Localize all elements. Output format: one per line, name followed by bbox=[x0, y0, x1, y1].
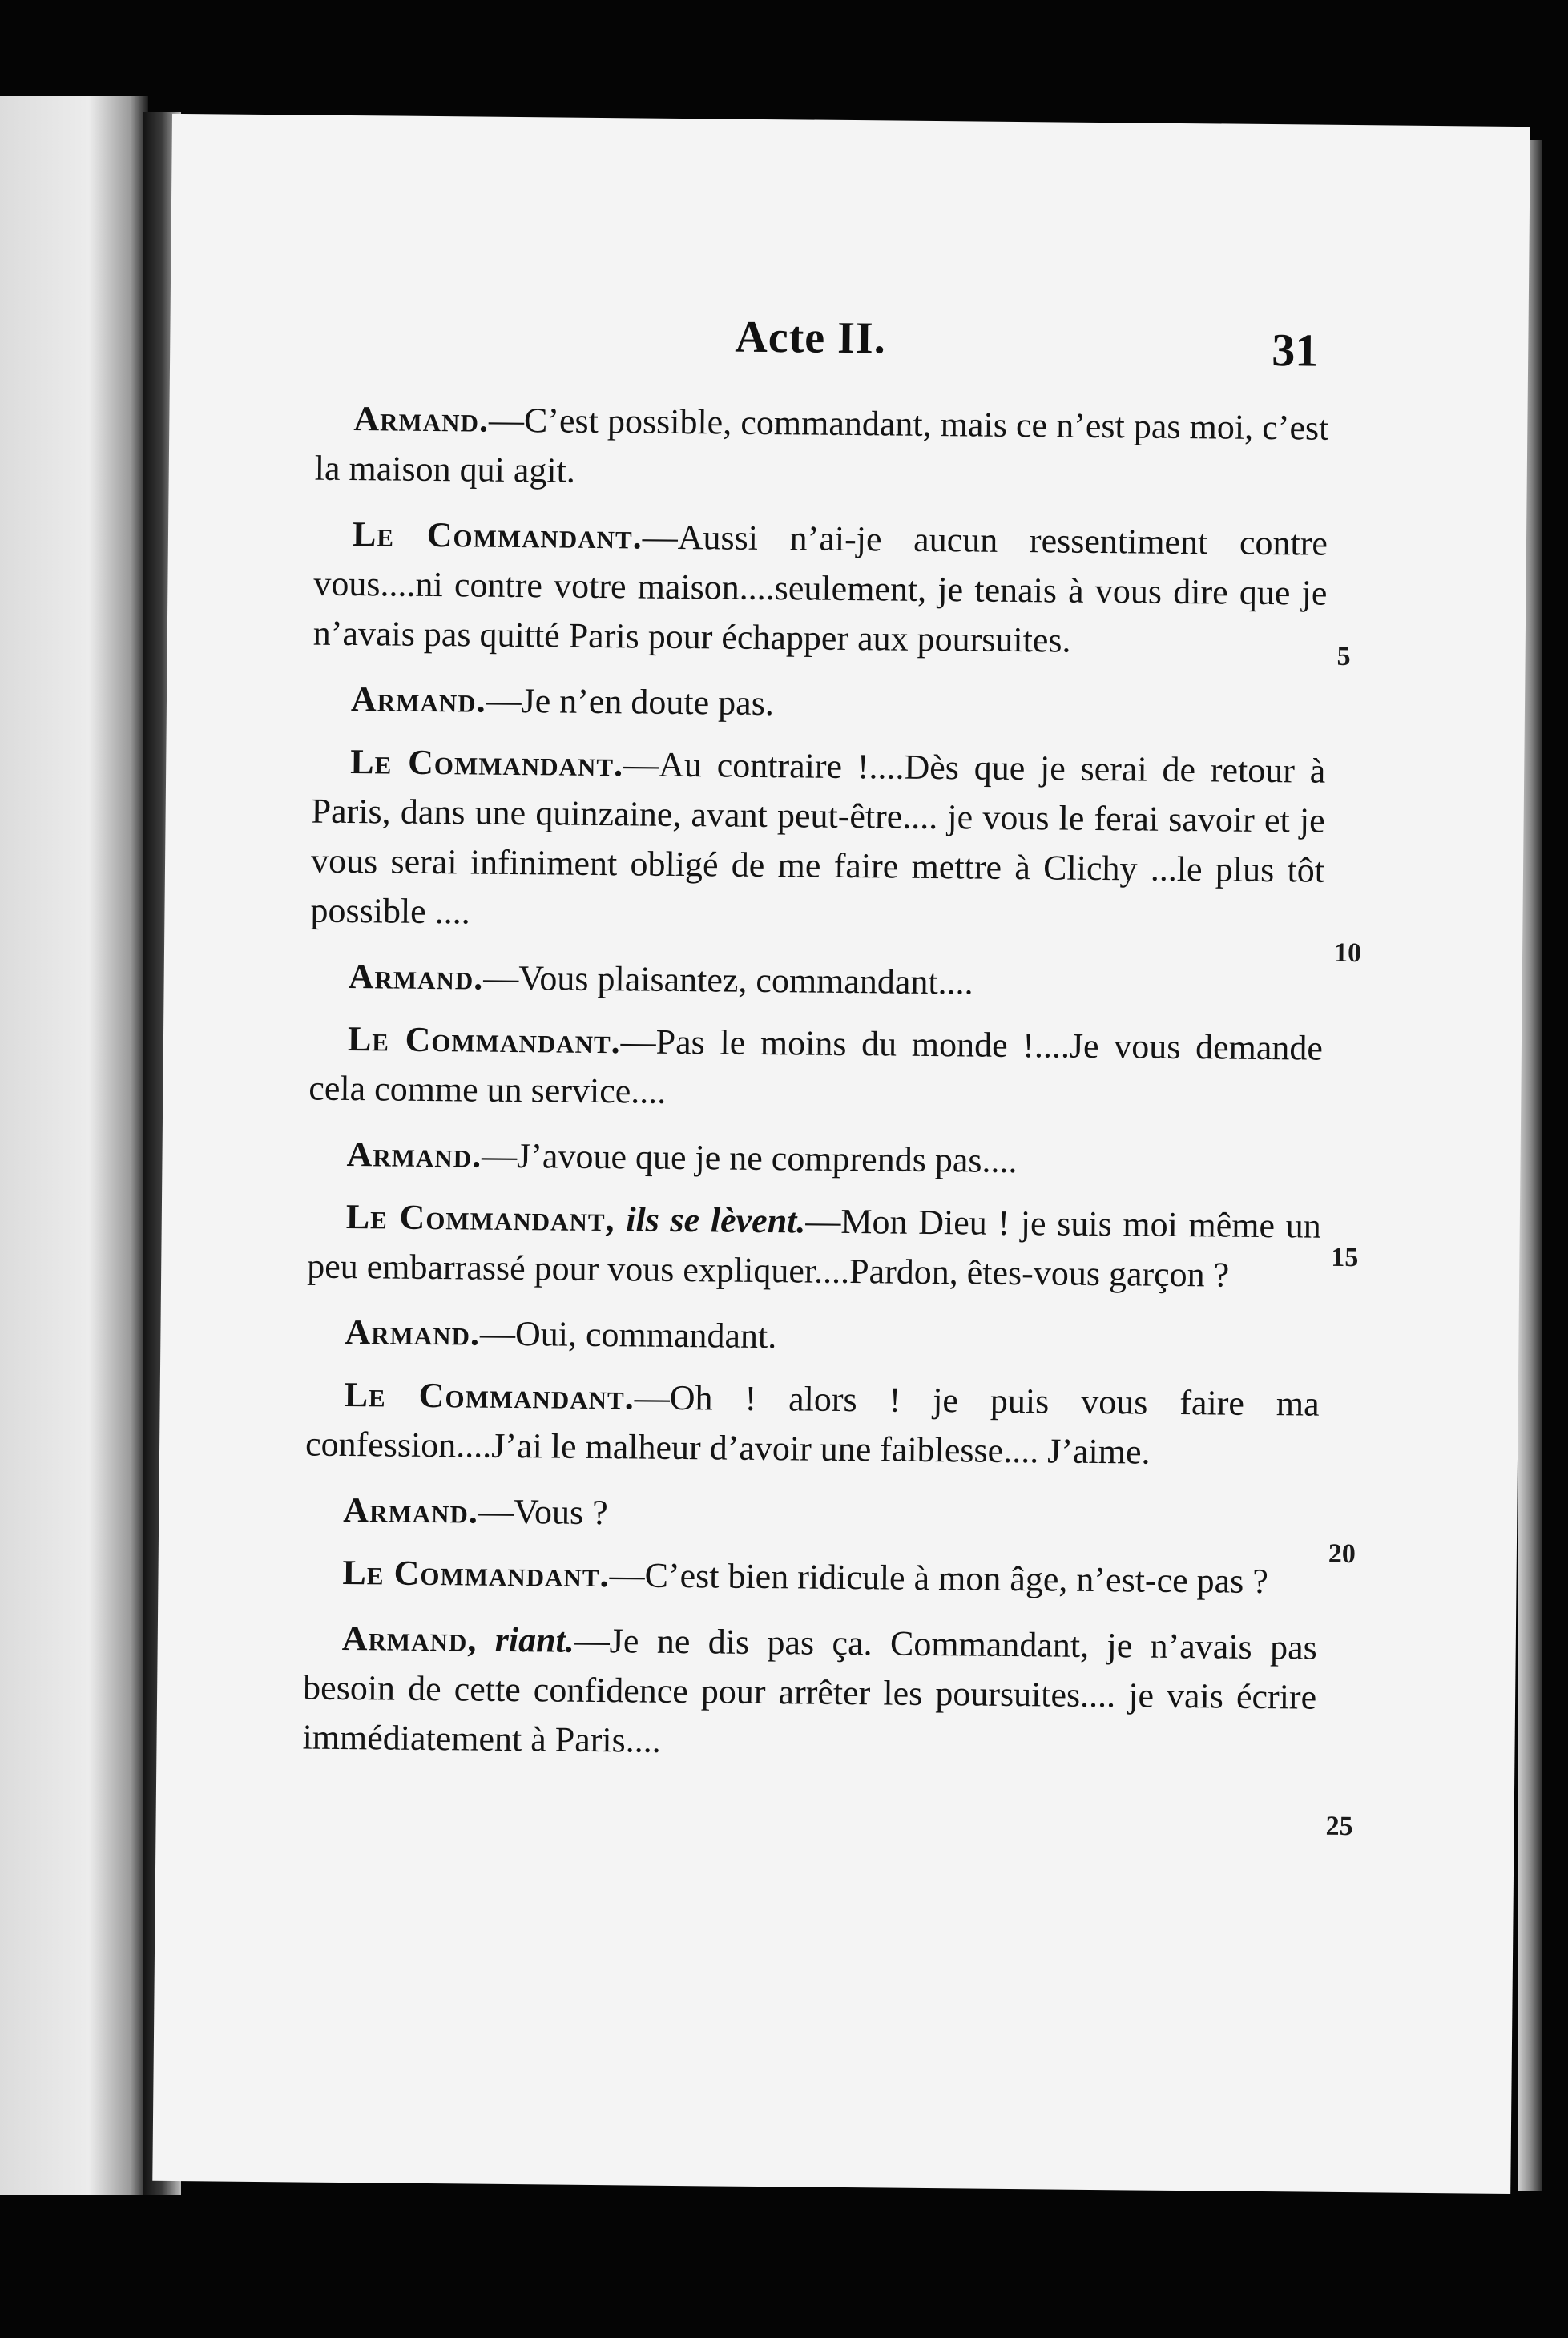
dialogue-paragraph bbox=[308, 1014, 1323, 1123]
line-number: 5 bbox=[1336, 641, 1351, 672]
act-title: Acte II. bbox=[735, 312, 887, 364]
speaker-name: Armand. bbox=[353, 399, 490, 440]
line-number: 20 bbox=[1328, 1538, 1356, 1570]
dialogue-paragraph bbox=[308, 1130, 1322, 1189]
speaker-name: Le Commandant. bbox=[344, 1375, 635, 1417]
speaker-name: Armand. bbox=[343, 1489, 479, 1531]
speaker-name: Le Commandant. bbox=[352, 514, 643, 557]
speaker-name: Armand. bbox=[345, 1312, 481, 1353]
dialogue-line: —C’est bien ridicule à mon âge, n’est-ce pas ? bbox=[609, 1555, 1269, 1602]
dialogue-paragraph bbox=[305, 1370, 1320, 1479]
speaker-name: Le Commandant, bbox=[345, 1197, 615, 1240]
dialogue-line: —Pas le moins du monde !....Je vous demande cela comme un service.... bbox=[308, 1022, 1324, 1111]
dialogue-line: —Vous ? bbox=[478, 1491, 608, 1533]
dialogue-line: —Au contraire !....Dès que je serai de retour à Paris, dans une quinzaine, avant peut-être.... je vous le ferai savoir et je vous serai infiniment obligé de me faire mettre à Clichy ...le plus tôt possible .... bbox=[310, 744, 1326, 932]
dialogue-line: —C’est possible, commandant, mais ce n’est pas moi, c’est la maison qui agit. bbox=[314, 400, 1329, 490]
dialogue-paragraph bbox=[312, 675, 1327, 734]
dialogue-line: —Je ne dis pas ça. Commandant, je n’avais pas besoin de cette confidence pour arrêter les poursuites.... je vais écrire immédiatement à Paris.... bbox=[302, 1620, 1317, 1760]
speaker-name: Armand. bbox=[350, 679, 486, 720]
dialogue-paragraph bbox=[304, 1548, 1318, 1607]
speaker-name: Le Commandant. bbox=[347, 1019, 621, 1062]
dialogue-line: —Je n’en doute pas. bbox=[486, 680, 775, 724]
line-number: 10 bbox=[1333, 937, 1362, 969]
speaker-name: Le Commandant. bbox=[350, 742, 624, 784]
line-number: 25 bbox=[1325, 1811, 1353, 1842]
speaker-name: Armand. bbox=[348, 957, 484, 998]
dialogue-line: —J’avoue que je ne comprends pas.... bbox=[481, 1135, 1018, 1181]
book-page bbox=[152, 114, 1530, 2194]
dialogue-line: —Mon Dieu ! je suis moi même un peu embarrassé pour vous expliquer....Pardon, êtes-vous garçon ? bbox=[307, 1201, 1322, 1295]
dialogue-paragraph bbox=[304, 1485, 1319, 1545]
dialogue-paragraph bbox=[306, 1308, 1320, 1367]
dialogue-paragraph bbox=[302, 1614, 1317, 1772]
dialogue-paragraph bbox=[310, 737, 1325, 945]
speaker-name: Le Commandant. bbox=[342, 1552, 610, 1595]
dialogue-line: —Vous plaisantez, commandant.... bbox=[483, 957, 973, 1002]
dialogue-paragraph bbox=[307, 1192, 1321, 1301]
dialogue-text bbox=[302, 394, 1329, 1788]
dialogue-line: —Oui, commandant. bbox=[479, 1313, 777, 1356]
running-head bbox=[170, 306, 1529, 391]
dialogue-paragraph bbox=[313, 510, 1328, 668]
stage-direction: riant. bbox=[494, 1619, 575, 1660]
speaker-name: Armand, bbox=[341, 1618, 478, 1659]
stage-direction: ils se lèvent. bbox=[626, 1199, 806, 1241]
speaker-name: Armand. bbox=[346, 1135, 482, 1175]
dialogue-paragraph bbox=[314, 394, 1328, 503]
page-number: 31 bbox=[1271, 324, 1319, 377]
line-number: 15 bbox=[1331, 1242, 1359, 1273]
dialogue-line: —Oh ! alors ! je puis vous faire ma confession....J’ai le malheur d’avoir une faiblesse.... J’aime. bbox=[304, 1377, 1320, 1472]
left-page-edge bbox=[0, 96, 148, 2195]
dialogue-line: —Aussi n’ai-je aucun ressentiment contre vous....ni contre votre maison....seulement, je tenais à vous dire que je n’avais pas quitté Paris pour échapper aux poursuites. bbox=[312, 517, 1328, 660]
dialogue-paragraph bbox=[309, 952, 1324, 1011]
